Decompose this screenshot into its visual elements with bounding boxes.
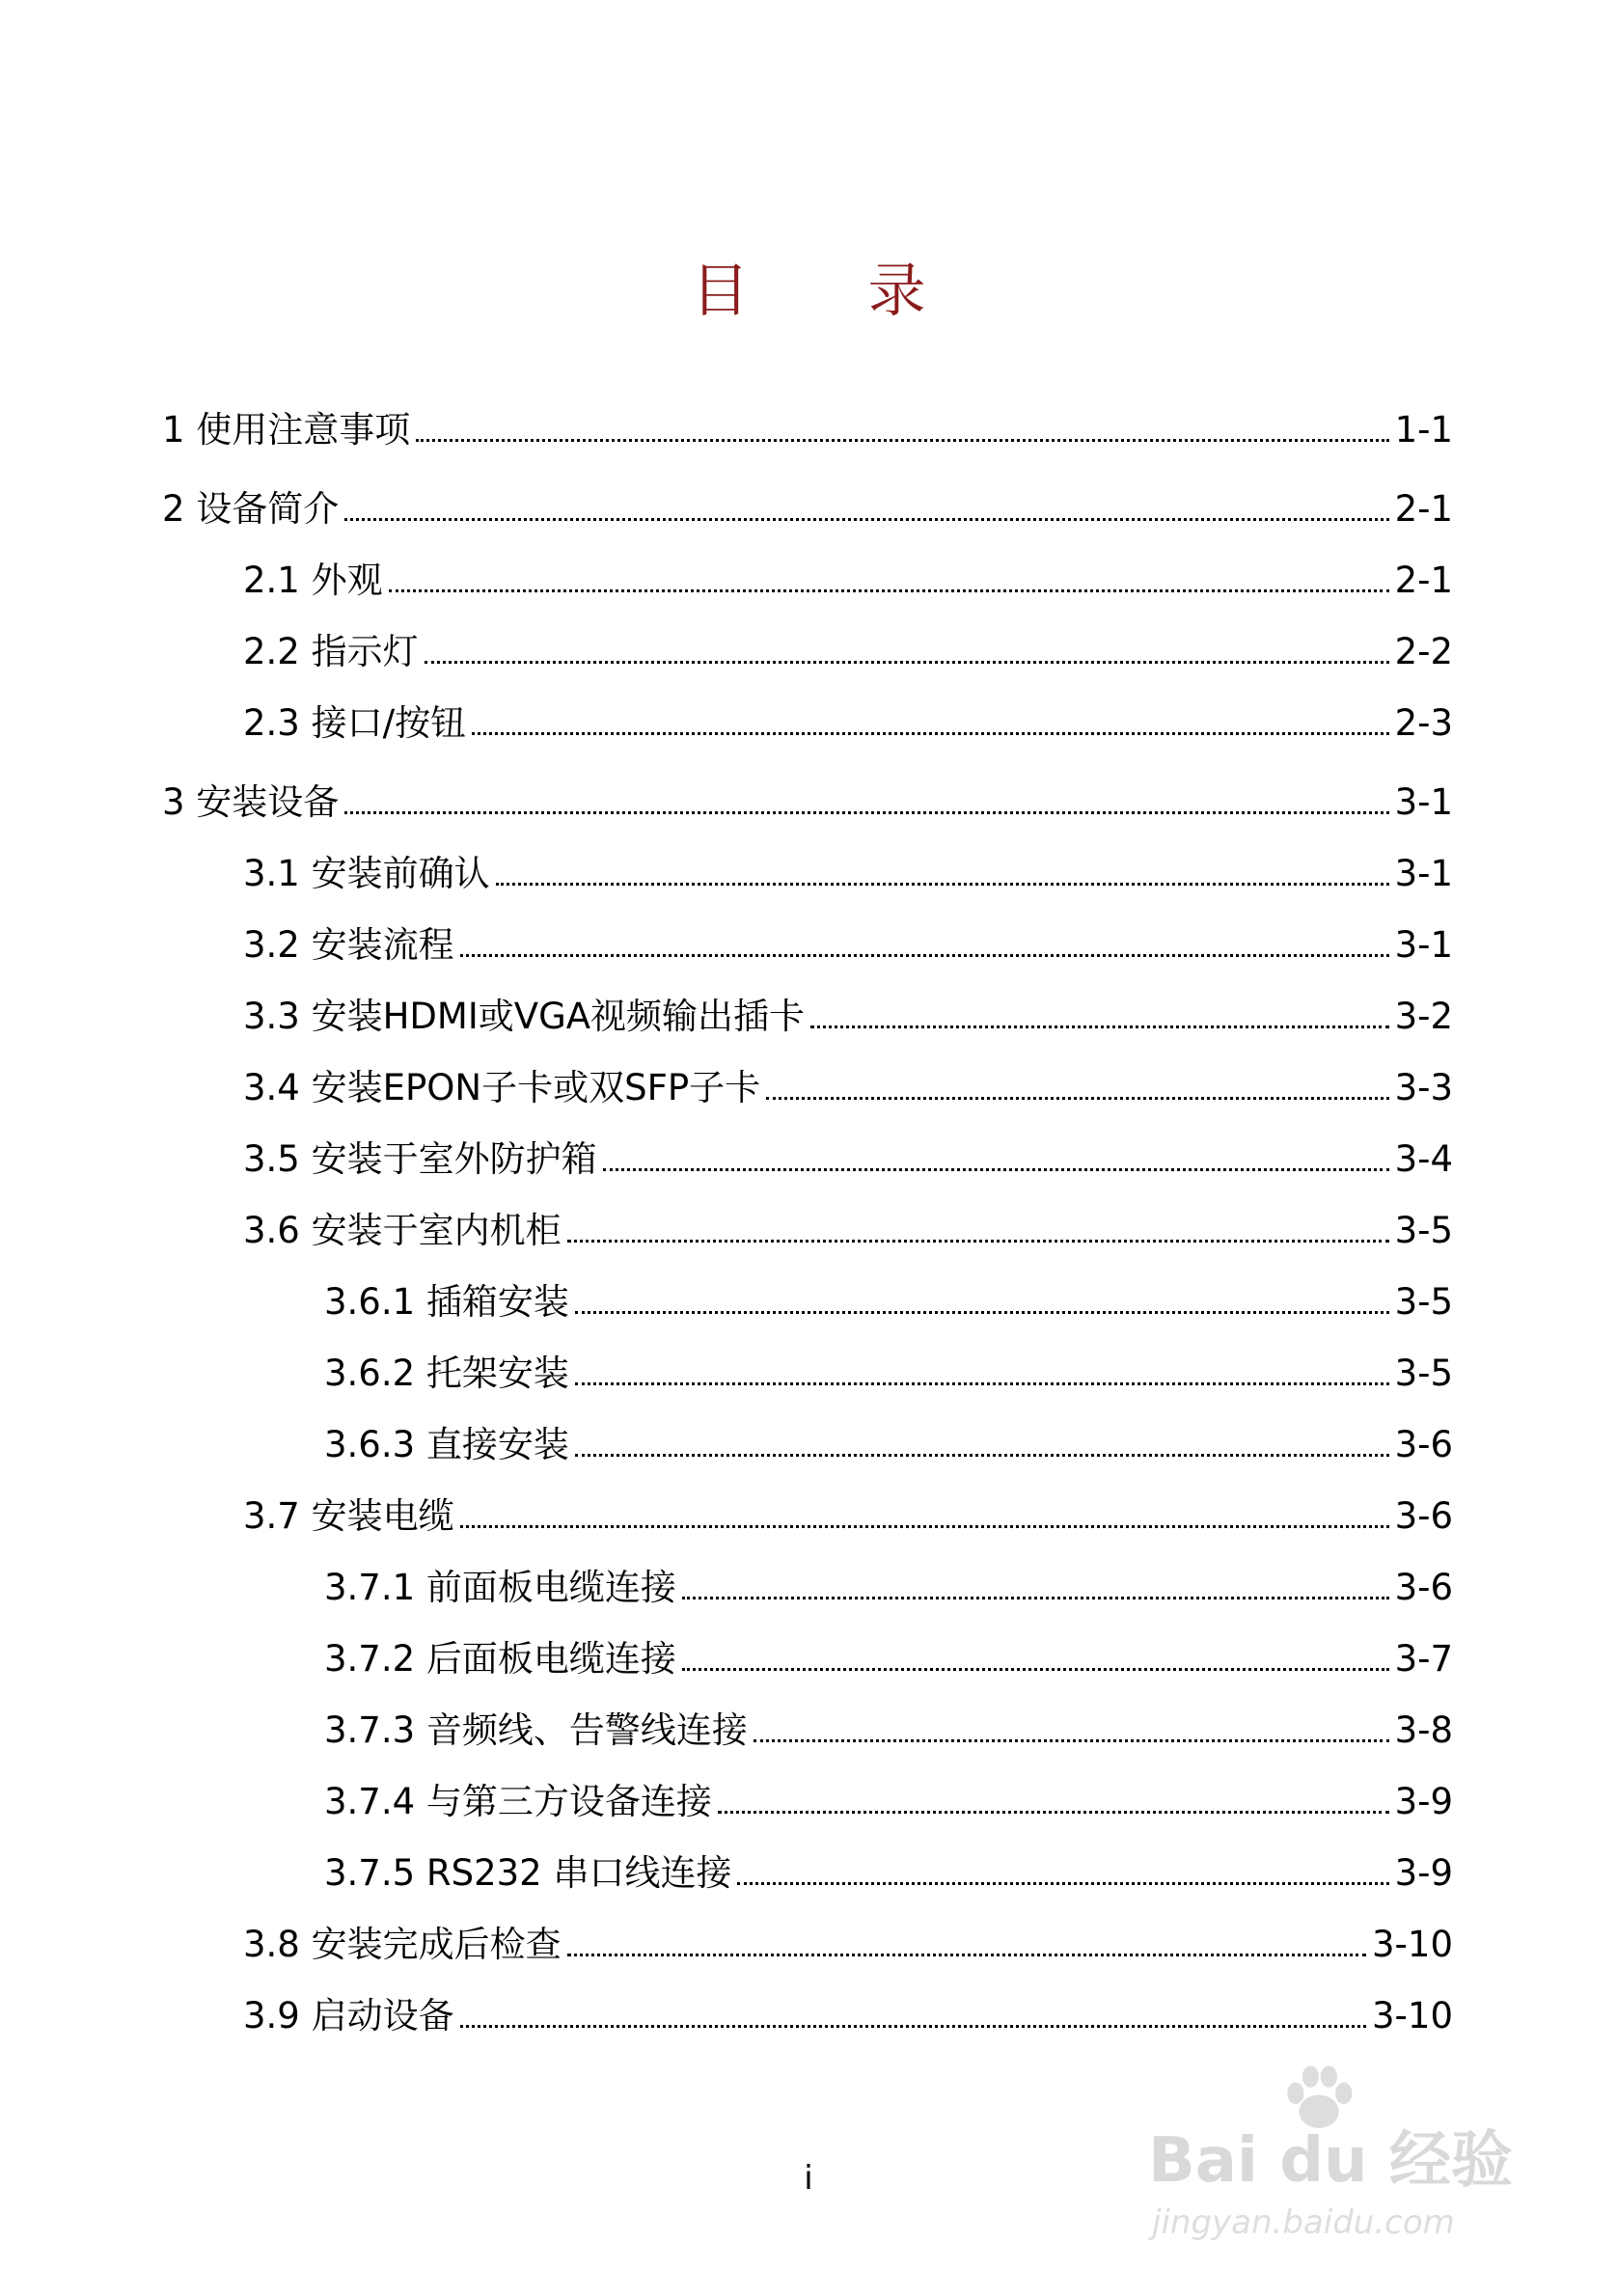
- toc-entry-label: 3.2 安装流程: [243, 924, 454, 966]
- toc-entry[interactable]: [243, 920, 1453, 970]
- toc-entry[interactable]: [243, 556, 1453, 606]
- toc-entry-page: 3-6: [1394, 1567, 1453, 1608]
- toc-entry[interactable]: [243, 1491, 1453, 1542]
- toc-entry-page: 3-7: [1394, 1638, 1453, 1680]
- toc-dot-leader: [416, 439, 1388, 442]
- toc-entry-page: 3-3: [1394, 1067, 1453, 1108]
- toc-dot-leader: [472, 732, 1388, 735]
- toc-dot-leader: [682, 1597, 1389, 1599]
- toc-entry-page: 3-4: [1394, 1138, 1453, 1180]
- toc-entry-label: 1 使用注意事项: [162, 409, 411, 451]
- toc-entry-label: 3.7.1 前面板电缆连接: [324, 1567, 676, 1608]
- toc-entry-label: 3.7.2 后面板电缆连接: [324, 1638, 676, 1680]
- toc-dot-leader: [460, 954, 1389, 957]
- toc-entry-page: 3-5: [1394, 1210, 1453, 1251]
- page-number: i: [804, 2159, 813, 2198]
- toc-entry-page: 3-5: [1394, 1281, 1453, 1323]
- toc-entry[interactable]: [243, 698, 1453, 749]
- toc-entry[interactable]: [324, 1349, 1453, 1399]
- toc-entry-page: 3-1: [1394, 853, 1453, 894]
- toc-entry-page: 3-1: [1394, 924, 1453, 966]
- toc-dot-leader: [575, 1382, 1389, 1385]
- toc-entry-label: 3.6.2 托架安装: [324, 1353, 569, 1394]
- toc-entry-label: 3 安装设备: [162, 781, 340, 823]
- toc-entry-page: 3-10: [1372, 1995, 1453, 2036]
- toc-entry[interactable]: [162, 778, 1453, 828]
- toc-entry[interactable]: [243, 1134, 1453, 1185]
- toc-entry[interactable]: [243, 1991, 1453, 2041]
- toc-entry-label: 3.3 安装HDMI或VGA视频输出插卡: [243, 996, 806, 1037]
- toc-entry[interactable]: [162, 405, 1453, 455]
- toc-dot-leader: [425, 661, 1389, 664]
- toc-dot-leader: [344, 518, 1388, 521]
- toc-entry[interactable]: [324, 1420, 1453, 1470]
- page-title: 目 录: [691, 258, 976, 325]
- toc-entry-page: 2-1: [1394, 488, 1453, 530]
- toc-entry-label: 3.7 安装电缆: [243, 1495, 454, 1537]
- toc-entry-page: 3-9: [1394, 1852, 1453, 1894]
- toc-entry-page: 2-1: [1394, 560, 1453, 601]
- toc-entry-label: 3.7.3 音频线、告警线连接: [324, 1709, 748, 1751]
- watermark-url: jingyan.baidu.com: [1152, 2203, 1455, 2242]
- toc-entry[interactable]: [243, 849, 1453, 899]
- toc-dot-leader: [810, 1025, 1389, 1028]
- toc-dot-leader: [754, 1739, 1389, 1742]
- toc-entry-label: 3.4 安装EPON子卡或双SFP子卡: [243, 1067, 761, 1108]
- toc-entry[interactable]: [324, 1706, 1453, 1756]
- toc-entry-label: 3.8 安装完成后检查: [243, 1924, 562, 1965]
- toc-dot-leader: [567, 1240, 1389, 1243]
- toc-entry-page: 3-6: [1394, 1424, 1453, 1465]
- toc-entry-page: 1-1: [1394, 409, 1453, 451]
- toc-dot-leader: [766, 1097, 1388, 1100]
- toc-entry-page: 3-2: [1394, 996, 1453, 1037]
- toc-entry-page: 2-3: [1394, 702, 1453, 744]
- toc-entry-label: 3.5 安装于室外防护箱: [243, 1138, 597, 1180]
- toc-entry[interactable]: [243, 992, 1453, 1042]
- toc-entry[interactable]: [243, 627, 1453, 677]
- toc-dot-leader: [567, 1954, 1366, 1956]
- toc-dot-leader: [496, 883, 1389, 886]
- toc-entry[interactable]: [324, 1277, 1453, 1327]
- toc-entry[interactable]: [243, 1920, 1453, 1970]
- toc-entry-label: 2.1 外观: [243, 560, 383, 601]
- toc-entry[interactable]: [162, 484, 1453, 534]
- toc-dot-leader: [575, 1454, 1389, 1457]
- toc-dot-leader: [682, 1668, 1389, 1671]
- toc-entry[interactable]: [324, 1777, 1453, 1827]
- toc-entry-label: 2 设备简介: [162, 488, 340, 530]
- toc-entry-label: 3.9 启动设备: [243, 1995, 454, 2036]
- toc-dot-leader: [389, 589, 1389, 592]
- toc-entry-page: 3-9: [1394, 1781, 1453, 1822]
- toc-dot-leader: [460, 1525, 1389, 1528]
- toc-entry-label: 3.7.5 RS232 串口线连接: [324, 1852, 732, 1894]
- toc-dot-leader: [575, 1311, 1389, 1314]
- toc-entry-page: 3-1: [1394, 781, 1453, 823]
- toc-entry-page: 3-8: [1394, 1709, 1453, 1751]
- toc-entry-label: 3.6 安装于室内机柜: [243, 1210, 562, 1251]
- toc-entry-label: 3.6.1 插箱安装: [324, 1281, 569, 1323]
- toc-entry-label: 3.1 安装前确认: [243, 853, 490, 894]
- toc-entry-label: 2.2 指示灯: [243, 631, 419, 672]
- toc-entry-page: 3-6: [1394, 1495, 1453, 1537]
- toc-dot-leader: [737, 1882, 1388, 1885]
- toc-entry-page: 3-5: [1394, 1353, 1453, 1394]
- toc-entry[interactable]: [243, 1206, 1453, 1256]
- toc-entry[interactable]: [324, 1563, 1453, 1613]
- toc-entry-page: 3-10: [1372, 1924, 1453, 1965]
- toc-entry[interactable]: [324, 1848, 1453, 1899]
- toc-dot-leader: [603, 1168, 1389, 1171]
- toc-entry-label: 2.3 接口/按钮: [243, 702, 467, 744]
- toc-entry[interactable]: [324, 1634, 1453, 1684]
- watermark-logo-text: Bai du 经验: [1148, 2125, 1513, 2197]
- toc-entry-label: 3.7.4 与第三方设备连接: [324, 1781, 712, 1822]
- baidu-watermark: [1148, 2043, 1544, 2255]
- toc-entry-label: 3.6.3 直接安装: [324, 1424, 569, 1465]
- toc-dot-leader: [718, 1811, 1389, 1814]
- toc-dot-leader: [344, 811, 1388, 814]
- toc-entry-page: 2-2: [1394, 631, 1453, 672]
- toc-entry[interactable]: [243, 1063, 1453, 1113]
- toc-dot-leader: [460, 2025, 1366, 2028]
